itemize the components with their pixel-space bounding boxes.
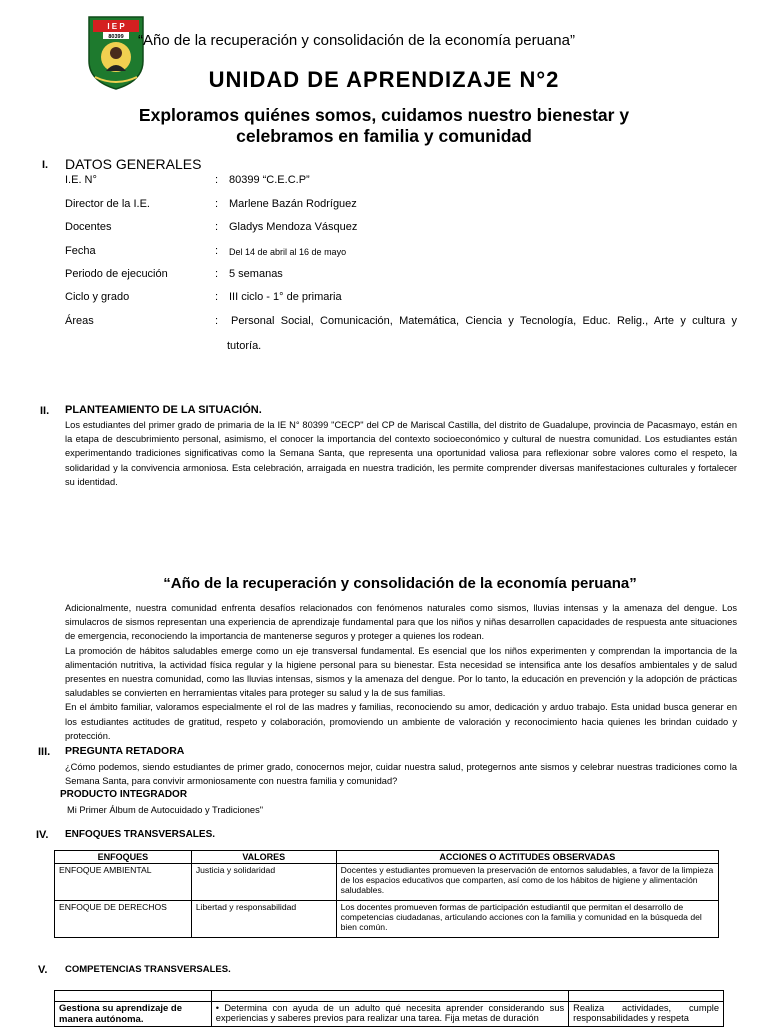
section-1-title: DATOS GENERALES: [65, 156, 202, 172]
table-header-row: [55, 991, 724, 1002]
row-value: III ciclo - 1° de primaria: [229, 291, 342, 303]
competence-evidence: Realiza actividades, cumple responsabilidades y respeta: [569, 1002, 724, 1027]
column-header: ENFOQUES: [55, 851, 192, 864]
year-line: “Año de la recuperación y consolidación de la economía peruana”: [138, 32, 575, 49]
table-cell: Justicia y solidaridad: [191, 864, 336, 901]
competence-name: Gestiona su aprendizaje de manera autónoma.: [55, 1002, 212, 1027]
table-row: [55, 1002, 724, 1027]
colon: :: [215, 291, 219, 303]
table-header-row: [55, 851, 719, 864]
continuation-paragraph: Adicionalmente, nuestra comunidad enfrenta desafíos relacionados con fenómenos naturales como sismos, lluvias intensas y la amenaza del dengue. Los simulacros de sismos representan una experiencia de aprendizaje fundamental para que los niños y niñas desarrollen capacidades de respuesta ante situaciones de emergencia, reconociendo la importancia de mantenerse seguros y proteger a quienes los rodean.: [65, 603, 737, 642]
page-title: UNIDAD DE APRENDIZAJE N°2: [208, 67, 560, 92]
product-text: Mi Primer Álbum de Autocuidado y Tradiciones": [67, 805, 264, 815]
row-label: Docentes: [65, 221, 112, 233]
section-5-title: COMPETENCIAS TRANSVERSALES.: [65, 964, 231, 975]
row-label: Ciclo y grado: [65, 291, 130, 303]
situation-paragraph: Los estudiantes del primer grado de primaria de la IE N° 80399 "CECP" del CP de Mariscal Castilla, del distrito de Guadalupe, provincia de Pacasmayo, están en la etapa de descubrimiento personal, asimismo, el conocer la importancia del contexto socioeconómico y cultural de nuestra comunidad. Los estudiantes están experimentando tradiciones significativas como la Semana Santa, que representa una oportunidad valiosa para reflexionar sobre valores como el respeto, la solidaridad y la convivencia armoniosa. Esta celebración, arraigada en nuestra tradición, les permite comprender diversas manifestaciones culturales y fortalecer su identidad.: [65, 420, 737, 487]
row-value: Personal Social, Comunicación, Matemática, Ciencia y Tecnología, Educ. Relig., Arte y cultura y: [231, 315, 737, 327]
section-4-number: IV.: [36, 829, 49, 841]
table-row: [55, 864, 719, 901]
colon: :: [215, 315, 219, 327]
row-label: I.E. N°: [65, 174, 97, 186]
table-row: [55, 901, 719, 938]
row-label: Director de la I.E.: [65, 198, 150, 210]
section-3-title: PREGUNTA RETADORA: [65, 745, 185, 757]
empty-cell: [569, 991, 724, 1002]
row-label: Fecha: [65, 245, 96, 257]
table-cell: ENFOQUE DE DERECHOS: [55, 901, 192, 938]
continuation-paragraph: En el ámbito familiar, valoramos especialmente el rol de las madres y familias, reconociendo su amor, dedicación y arduo trabajo. Esta unidad busca generar en los estudiantes actitudes de gratitud, respeto y colaboración, promoviendo un ambiente de valoración y reconocimiento hacia quienes les brindan cuidado y protección.: [65, 702, 737, 741]
competences-table: [54, 990, 724, 1027]
colon: :: [215, 245, 219, 257]
column-header: ACCIONES O ACTITUDES OBSERVADAS: [336, 851, 718, 864]
svg-text:I E P: I E P: [107, 22, 125, 31]
row-label: Áreas: [65, 315, 94, 327]
unit-subtitle: [0, 105, 768, 147]
subtitle-line-2: celebramos en familia y comunidad: [236, 126, 532, 146]
svg-text:80399: 80399: [108, 34, 124, 40]
section-1-number: I.: [42, 159, 49, 171]
challenge-question: ¿Cómo podemos, siendo estudiantes de primer grado, conocernos mejor, cuidar nuestra salud, protegernos ante sismos y celebrar nuestras tradiciones como la Semana Santa, para convivir armoniosamente con nuestra familia y comunidad?: [65, 762, 737, 787]
table-cell: Los docentes promueven formas de participación estudiantil que permitan el desarrollo de competencias ciudadanas, articulando acciones con la familia y comunidad en la búsqueda del bien común.: [336, 901, 718, 938]
section-3-number: III.: [38, 746, 51, 758]
section-2-number: II.: [40, 405, 50, 417]
subtitle-line-1: Exploramos quiénes somos, cuidamos nuestro bienestar y: [138, 105, 630, 125]
column-header: VALORES: [191, 851, 336, 864]
row-value: 80399 “C.E.C.P”: [229, 174, 310, 186]
page2-year-line: “Año de la recuperación y consolidación de la economía peruana”: [163, 575, 637, 592]
table-cell: ENFOQUE AMBIENTAL: [55, 864, 192, 901]
colon: :: [215, 174, 219, 186]
row-value: Del 14 de abril al 16 de mayo: [229, 247, 347, 257]
empty-cell: [211, 991, 568, 1002]
colon: :: [215, 221, 219, 233]
row-value: 5 semanas: [229, 268, 283, 280]
table-cell: Libertad y responsabilidad: [191, 901, 336, 938]
row-value-continued: tutoría.: [227, 340, 262, 352]
approaches-table: [54, 850, 719, 938]
section-5-number: V.: [38, 964, 48, 976]
section-2-title: PLANTEAMIENTO DE LA SITUACIÓN.: [65, 404, 262, 416]
continuation-paragraph: La promoción de hábitos saludables emerge como un eje transversal fundamental. Es esencial que los niños experimenten y comprendan la importancia de la alimentación nutritiva, la actividad física regular y la higiene personal para su bienestar. Esta necesidad se intensifica ante los desafíos ambientales y de salud presentes en nuestra comunidad, como las lluvias intensas, sismos y la amenaza del dengue. Por lo tanto, la educación en prevención y la adopción de prácticas saludables se convierten en herramientas vitales para proteger su salud y la de sus familias.: [65, 645, 737, 699]
colon: :: [215, 198, 219, 210]
competence-description: • Determina con ayuda de un adulto qué necesita aprender considerando sus experiencias y saberes previos para realizar una tarea. Fija metas de duración: [211, 1002, 568, 1027]
continuation-text: [65, 601, 737, 743]
row-value: Gladys Mendoza Vásquez: [229, 221, 358, 233]
empty-cell: [55, 991, 212, 1002]
colon: :: [215, 268, 219, 280]
table-cell: Docentes y estudiantes promueven la preservación de entornos saludables, a favor de la limpieza de los espacios educativos que comparten, así como de los hábitos de higiene y alimentación saludables.: [336, 864, 718, 901]
section-4-title: ENFOQUES TRANSVERSALES.: [65, 829, 216, 840]
product-title: PRODUCTO INTEGRADOR: [60, 789, 188, 800]
row-label: Periodo de ejecución: [65, 268, 168, 280]
row-value: Marlene Bazán Rodríguez: [229, 198, 357, 210]
